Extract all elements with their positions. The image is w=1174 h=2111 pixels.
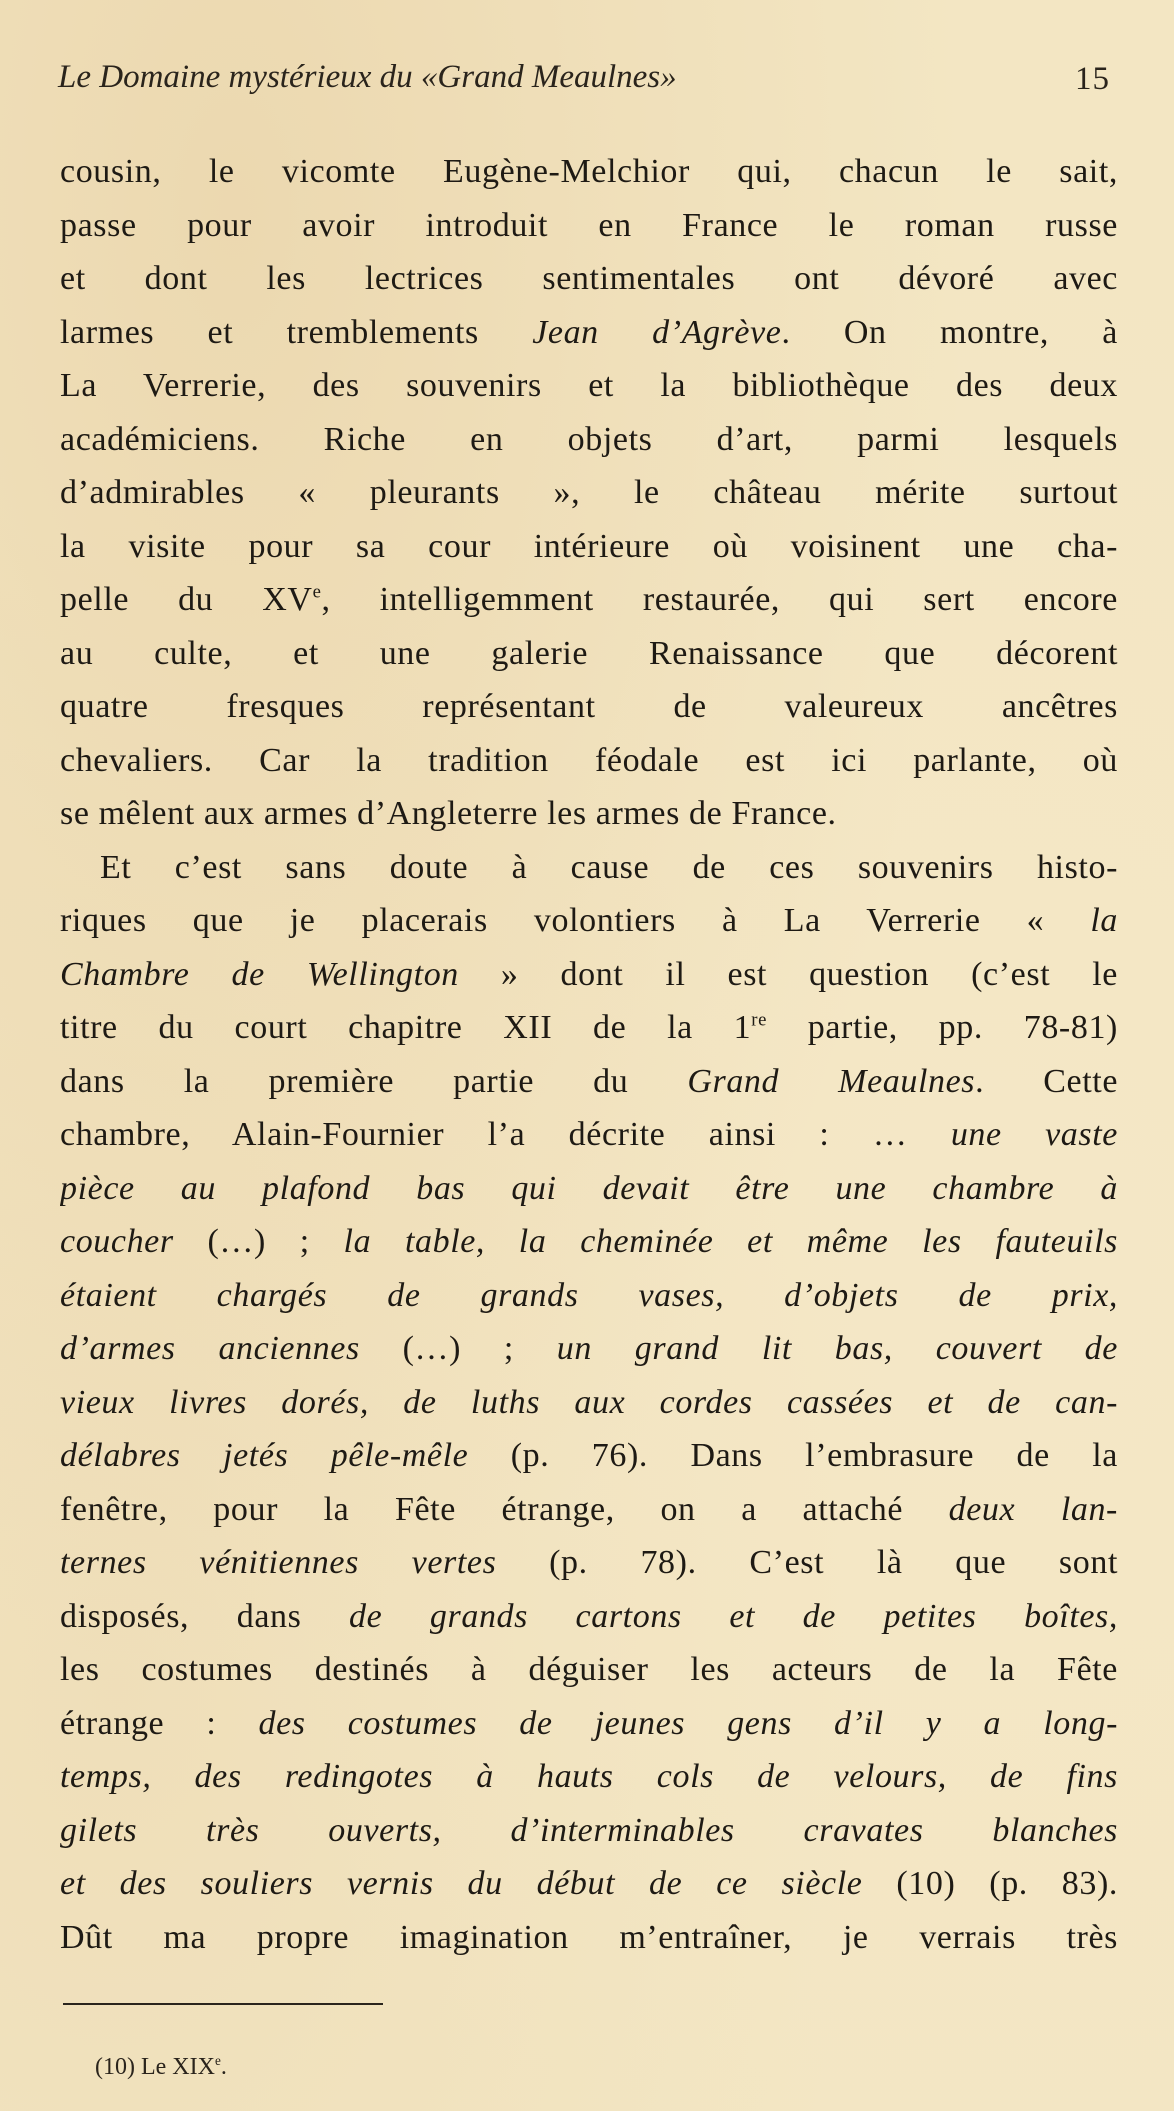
roman-text: partie, pp. 78-81) <box>766 1009 1118 1046</box>
italic-text: des costumes de jeunes gens d’il y a long- <box>258 1704 1118 1742</box>
roman-text: passe pour avoir introduit en France le roman russe <box>60 206 1118 244</box>
italic-text: et des souliers vernis du début de ce siècle <box>60 1865 863 1902</box>
italic-text: de grands cartons et de petites boîtes, <box>349 1597 1118 1635</box>
text-line <box>60 1804 1118 1858</box>
italic-text: une vaste <box>950 1116 1118 1153</box>
text-line <box>60 1055 1118 1109</box>
text-line <box>60 1483 1118 1537</box>
footnote-text: Le XIX <box>140 2054 215 2080</box>
text-line <box>60 1536 1118 1590</box>
roman-text: étrange : <box>60 1704 259 1742</box>
text-line <box>60 466 1118 520</box>
italic-text: délabres jetés pêle-mêle <box>60 1437 469 1474</box>
footnote-marker: (10) <box>95 2054 135 2080</box>
text-line <box>60 787 1118 841</box>
roman-text: se mêlent aux armes d’Angleterre les armes de France. <box>60 795 837 832</box>
text-line <box>60 627 1118 681</box>
text-line <box>60 1269 1118 1323</box>
running-header <box>58 52 1118 102</box>
italic-text: la table, la cheminée et même les fauteuils <box>343 1223 1118 1260</box>
text-line <box>60 1162 1118 1216</box>
roman-text: chambre, Alain-Fournier l’a décrite ainsi : … <box>60 1116 951 1153</box>
roman-text: les costumes destinés à déguiser les acteurs de la Fête <box>60 1651 1118 1688</box>
body-text <box>60 145 1118 1964</box>
italic-text: Jean d’Agrève <box>532 313 782 351</box>
footnote-10 <box>95 2052 227 2082</box>
roman-text: . Cette <box>975 1062 1118 1100</box>
text-line <box>60 1108 1118 1162</box>
italic-text: Grand Meaulnes <box>687 1062 976 1100</box>
roman-text: Dût ma propre imagination m’entraîner, je verrais très <box>60 1918 1118 1956</box>
italic-text: coucher <box>60 1223 174 1260</box>
text-line <box>60 520 1118 574</box>
italic-text: un grand lit bas, couvert de <box>556 1330 1118 1367</box>
roman-text: (p. 78). C’est là que sont <box>496 1544 1118 1581</box>
text-line <box>60 573 1118 627</box>
footnote-separator-rule <box>63 2003 383 2005</box>
roman-text: d’admirables « pleurants », le château mérite surtout <box>60 474 1118 511</box>
italic-text: pièce au plafond bas qui devait être une chambre à <box>60 1169 1118 1207</box>
roman-text: (…) ; <box>173 1223 344 1260</box>
roman-text: quatre fresques représentant de valeureux ancêtres <box>60 688 1118 725</box>
text-line <box>60 1643 1118 1697</box>
italic-text: temps, des redingotes à hauts cols de velours, de fins <box>60 1758 1118 1795</box>
roman-text: la visite pour sa cour intérieure où voisinent une cha- <box>60 527 1118 565</box>
text-line <box>60 199 1118 253</box>
text-line <box>60 1001 1118 1055</box>
roman-text: . On montre, à <box>781 313 1118 351</box>
roman-text: La Verrerie, des souvenirs et la bibliothèque des deux <box>60 367 1118 404</box>
superscript: e <box>312 581 322 603</box>
text-line <box>60 1750 1118 1804</box>
italic-text: deux lan- <box>948 1490 1118 1528</box>
roman-text: (p. 76). Dans l’embrasure de la <box>468 1437 1118 1474</box>
roman-text: pelle du XV <box>60 581 313 618</box>
text-line <box>60 948 1118 1002</box>
footnote-superscript: e <box>214 2053 221 2068</box>
italic-text: gilets très ouverts, d’interminables cravates blanches <box>60 1811 1118 1849</box>
running-header-title: Le Domaine mystérieux du «Grand Meaulnes» <box>58 59 677 95</box>
roman-text: , intelligemment restaurée, qui sert encore <box>321 581 1118 618</box>
roman-text: titre du court chapitre XII de la 1 <box>60 1009 752 1046</box>
text-line <box>60 1215 1118 1269</box>
roman-text: cousin, le vicomte Eugène-Melchior qui, chacun le sait, <box>60 153 1118 190</box>
roman-text: chevaliers. Car la tradition féodale est ici parlante, où <box>60 741 1118 779</box>
italic-text: ternes vénitiennes vertes <box>60 1544 497 1581</box>
text-line <box>60 841 1118 895</box>
roman-text: au culte, et une galerie Renaissance que décorent <box>60 634 1118 672</box>
roman-text: Et c’est sans doute à cause de ces souvenirs histo- <box>100 848 1118 886</box>
roman-text: disposés, dans <box>60 1597 350 1635</box>
text-line <box>60 680 1118 734</box>
text-line <box>60 1429 1118 1483</box>
text-line <box>60 1322 1118 1376</box>
italic-text: Chambre de Wellington <box>60 955 459 993</box>
roman-text: » dont il est question (c’est le <box>458 955 1118 993</box>
footnote-end: . <box>220 2054 227 2080</box>
italic-text: vieux livres dorés, de luths aux cordes cassées et de can- <box>60 1383 1118 1421</box>
text-line <box>60 1590 1118 1644</box>
roman-text: fenêtre, pour la Fête étrange, on a attaché <box>60 1490 949 1528</box>
text-line <box>60 734 1118 788</box>
text-line <box>60 1697 1118 1751</box>
roman-text: et dont les lectrices sentimentales ont dévoré avec <box>60 260 1118 297</box>
roman-text: larmes et tremblements <box>60 313 533 351</box>
roman-text: dans la première partie du <box>60 1062 688 1100</box>
roman-text: académiciens. Riche en objets d’art, parmi lesquels <box>60 420 1118 458</box>
superscript: re <box>751 1009 767 1031</box>
text-line <box>60 1857 1118 1911</box>
text-line <box>60 306 1118 360</box>
text-line <box>60 359 1118 413</box>
roman-text: riques que je placerais volontiers à La Verrerie « <box>60 902 1091 939</box>
text-line <box>60 894 1118 948</box>
italic-text: la <box>1090 902 1118 939</box>
roman-text: (10) (p. 83). <box>862 1865 1118 1902</box>
page-number: 15 <box>1075 61 1110 97</box>
text-line <box>60 413 1118 467</box>
text-line <box>60 252 1118 306</box>
italic-text: d’armes anciennes <box>60 1330 360 1367</box>
text-line <box>60 145 1118 199</box>
italic-text: étaient chargés de grands vases, d’objets de prix, <box>60 1276 1118 1314</box>
text-line <box>60 1376 1118 1430</box>
text-line <box>60 1911 1118 1965</box>
roman-text: (…) ; <box>359 1330 557 1367</box>
